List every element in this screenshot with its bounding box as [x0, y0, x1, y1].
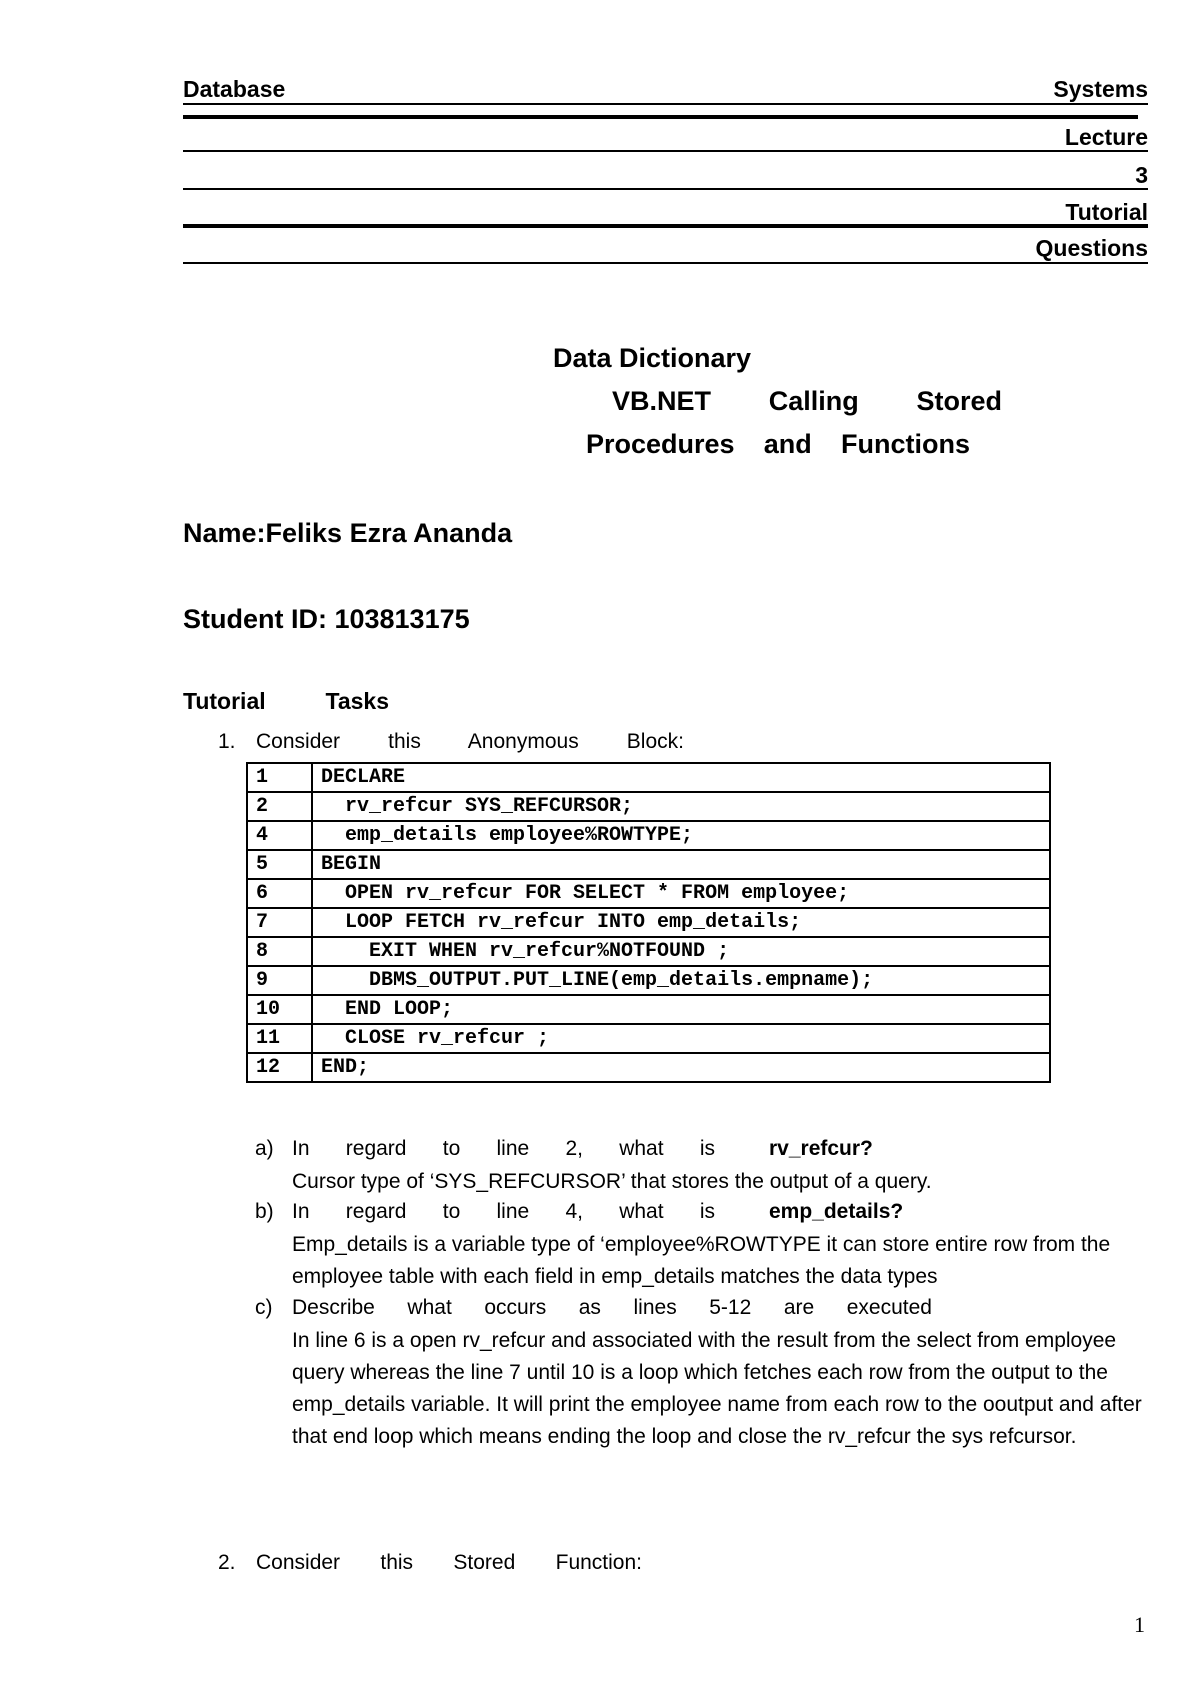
code-line: rv_refcur SYS_REFCURSOR;	[312, 792, 1050, 821]
q1a-answer: Cursor type of ‘SYS_REFCURSOR’ that stores the output of a query.	[292, 1170, 932, 1193]
code-row	[247, 879, 1050, 908]
code-line: CLOSE rv_refcur ;	[312, 1024, 1050, 1053]
line-number: 4	[247, 821, 312, 850]
code-row	[247, 792, 1050, 821]
header-rule-thick	[183, 115, 1138, 119]
code-row	[247, 908, 1050, 937]
line-number: 1	[247, 763, 312, 792]
page-number: 1	[1134, 1612, 1145, 1637]
q1-number: 1.	[218, 730, 236, 753]
line-number: 8	[247, 937, 312, 966]
header-line-5: Questions	[1035, 235, 1148, 261]
q2-number: 2.	[218, 1551, 236, 1574]
line-number: 9	[247, 966, 312, 995]
code-row	[247, 966, 1050, 995]
code-row	[247, 937, 1050, 966]
q1a-term: rv_refcur?	[769, 1137, 873, 1160]
code-line: OPEN rv_refcur FOR SELECT * FROM employee;	[312, 879, 1050, 908]
header-rule	[183, 150, 1148, 152]
q1a-question: In regard to line 2, what is	[292, 1137, 715, 1160]
code-line: DECLARE	[312, 763, 1050, 792]
header-subject: Database	[183, 76, 286, 102]
code-line: END;	[312, 1053, 1050, 1082]
q1c-label: c)	[255, 1296, 273, 1319]
line-number: 2	[247, 792, 312, 821]
q1b-label: b)	[255, 1200, 274, 1223]
header-rule	[183, 103, 1148, 105]
student-id: Student ID: 103813175	[183, 604, 470, 634]
q1c-question: Describe what occurs as lines 5-12 are executed	[292, 1296, 932, 1319]
header-rule	[183, 262, 1148, 264]
q1b-answer: Emp_details is a variable type of ‘employee%ROWTYPE it can store entire row from the employee table with each field in emp_details matches the data types	[292, 1233, 1111, 1288]
line-number: 7	[247, 908, 312, 937]
line-number: 11	[247, 1024, 312, 1053]
q1-intro: Consider this Anonymous Block:	[256, 730, 684, 753]
code-line: emp_details employee%ROWTYPE;	[312, 821, 1050, 850]
q1b-term: emp_details?	[769, 1200, 904, 1223]
line-number: 5	[247, 850, 312, 879]
title-line-2: VB.NET Calling Stored	[612, 386, 1002, 416]
student-name: Name:Feliks Ezra Ananda	[183, 518, 513, 548]
q1c-answer: In line 6 is a open rv_refcur and associated with the result from the select from employee query whereas the line 7 until 10 is a loop which fetches each row from the output to the emp_details variable. It will print the employee name from each row to the ooutput and after that end loop which means ending the loop and close the rv_refcur the sys refcursor.	[292, 1329, 1142, 1448]
code-row	[247, 1053, 1050, 1082]
code-line: EXIT WHEN rv_refcur%NOTFOUND ;	[312, 937, 1050, 966]
line-number: 10	[247, 995, 312, 1024]
code-row	[247, 821, 1050, 850]
code-line: LOOP FETCH rv_refcur INTO emp_details;	[312, 908, 1050, 937]
section-heading: Tutorial Tasks	[183, 688, 389, 714]
header-rule	[183, 188, 1148, 190]
code-row	[247, 1024, 1050, 1053]
line-number: 6	[247, 879, 312, 908]
header-line-4: Tutorial	[1065, 199, 1148, 225]
header-line-3: 3	[1135, 162, 1148, 188]
header-rule-thick	[183, 224, 1148, 228]
q1b-question: In regard to line 4, what is	[292, 1200, 715, 1223]
code-row	[247, 995, 1050, 1024]
code-line: END LOOP;	[312, 995, 1050, 1024]
code-line: BEGIN	[312, 850, 1050, 879]
code-row	[247, 850, 1050, 879]
header-line-2: Lecture	[1064, 124, 1148, 150]
q2-intro: Consider this Stored Function:	[256, 1551, 642, 1574]
title-line-1: Data Dictionary	[553, 343, 752, 373]
title-line-3: Procedures and Functions	[586, 429, 970, 459]
line-number: 12	[247, 1053, 312, 1082]
header-line-1: Systems	[1053, 76, 1148, 102]
q1a-label: a)	[255, 1137, 274, 1160]
code-line: DBMS_OUTPUT.PUT_LINE(emp_details.empname);	[312, 966, 1050, 995]
code-table	[246, 762, 1051, 1083]
code-row	[247, 763, 1050, 792]
